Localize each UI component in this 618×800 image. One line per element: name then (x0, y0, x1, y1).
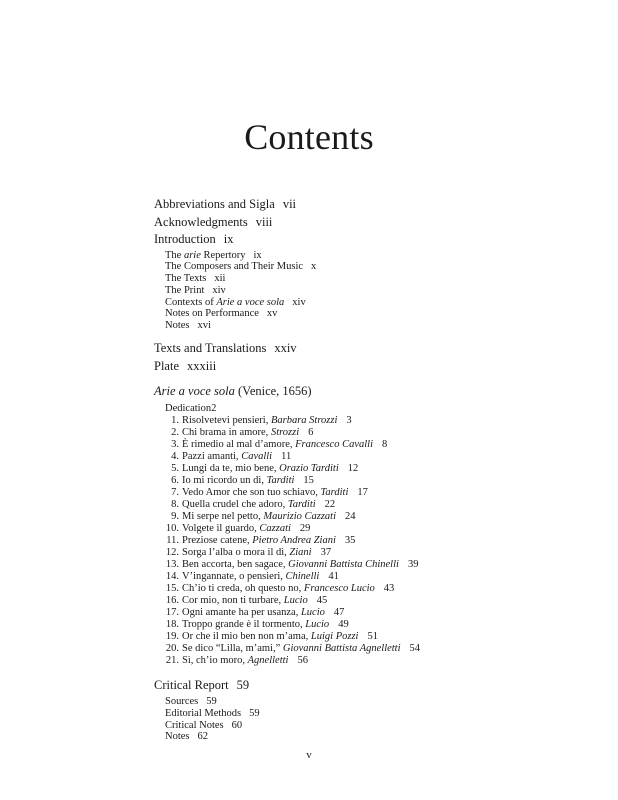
aria-entry (165, 427, 594, 439)
page-number: v (306, 749, 312, 761)
toc-entry-label: Introduction (154, 232, 216, 246)
aria-page: 6 (308, 426, 314, 438)
aria-entry (165, 463, 594, 475)
critical-report-subentries (165, 696, 594, 743)
toc-entry (154, 214, 594, 232)
aria-title: Se dico “Lilla, m’ami,” (182, 642, 283, 654)
aria-title: Or che il mio ben non m’ama, (182, 630, 311, 642)
aria-composer: Francesco Cavalli (295, 438, 373, 450)
aria-number: 14. (165, 570, 179, 582)
aria-title: Ogni amante ha per usanza, (182, 606, 301, 618)
toc-entry-page: xxiv (274, 341, 297, 356)
aria-entry (165, 607, 594, 619)
aria-entry (165, 475, 594, 487)
aria-title: Preziose catene, (182, 534, 253, 546)
toc-subentry (165, 297, 594, 309)
aria-number: 16. (165, 594, 179, 606)
aria-entry (165, 559, 594, 571)
aria-composer: Cavalli (241, 450, 273, 462)
critical-subentry-label: Critical Notes (165, 719, 224, 731)
aria-list (165, 415, 594, 667)
toc-entry-page: viii (255, 214, 273, 229)
aria-entry (165, 547, 594, 559)
aria-page: 22 (324, 498, 336, 510)
aria-composer: Lucio (283, 594, 308, 606)
aria-number: 8. (171, 498, 179, 510)
aria-number: 11. (166, 534, 179, 546)
aria-number: 18. (165, 618, 179, 630)
critical-report-label: Critical Report (154, 677, 229, 692)
toc-subentry-label-pre: Notes on Performance (165, 308, 259, 320)
page-title: Contents (244, 117, 374, 157)
aria-entry (165, 583, 594, 595)
aria-title: Lungi da te, mio bene, (182, 462, 280, 474)
aria-page: 41 (328, 570, 339, 582)
aria-title: Risolvetevi pensieri, (182, 414, 271, 426)
aria-number: 17. (165, 606, 179, 618)
aria-number: 15. (165, 582, 179, 594)
toc-subentry-label-pre: The Texts (165, 273, 207, 285)
toc-subentry (165, 273, 594, 285)
aria-composer: Tarditi (287, 498, 316, 510)
critical-subentry-page: 59 (206, 696, 217, 708)
aria-entry (165, 535, 594, 547)
critical-subentry-label: Editorial Methods (165, 707, 242, 719)
main-entries-top (154, 196, 594, 249)
aria-entry (165, 595, 594, 607)
aria-page: 3 (346, 414, 352, 426)
aria-entry (165, 439, 594, 451)
aria-page: 39 (407, 558, 419, 570)
critical-subentry-label: Sources (165, 696, 199, 708)
aria-number: 13. (165, 558, 179, 570)
critical-report-subentry (165, 696, 594, 708)
introduction-subentries (165, 250, 594, 333)
aria-composer: Lucio (300, 606, 325, 618)
aria-composer: Tarditi (266, 474, 295, 486)
toc-subentry-label-italic: Arie a voce sola (216, 296, 285, 308)
aria-entry (165, 511, 594, 523)
arie-section-heading (154, 383, 594, 401)
aria-number: 7. (171, 486, 179, 498)
toc-subentry (165, 285, 594, 297)
aria-page: 49 (338, 618, 349, 630)
critical-report-page: 59 (236, 677, 250, 692)
aria-page: 56 (297, 654, 308, 666)
aria-page: 29 (299, 522, 311, 534)
aria-page: 17 (357, 486, 368, 498)
toc-subentry-page: x (311, 261, 317, 273)
toc-subentry-label-pre: Contexts of (165, 296, 217, 308)
aria-page: 12 (347, 462, 359, 474)
toc-subentry-page: xii (214, 273, 226, 285)
aria-title: Ben accorta, ben sagace, (182, 558, 289, 570)
toc-entry-page: ix (223, 232, 234, 246)
aria-page: 8 (382, 438, 388, 450)
toc-entry (154, 358, 594, 376)
toc-subentry-page: xv (266, 308, 278, 320)
aria-page: 24 (345, 510, 356, 522)
aria-title: Pazzi amanti, (182, 450, 242, 462)
critical-report-subentry (165, 720, 594, 732)
critical-subentry-label: Notes (165, 731, 190, 743)
toc-subentry-label-pre: The (165, 249, 184, 261)
aria-composer: Luigi Pozzi (310, 630, 359, 642)
aria-title: V’ingannate, o pensieri, (182, 570, 286, 582)
aria-title: Vedo Amor che son tuo schiavo, (182, 486, 321, 498)
aria-title: Sorga l’alba o mora il dì, (182, 546, 290, 558)
toc-subentry (165, 320, 594, 332)
aria-number: 3. (171, 438, 179, 450)
aria-entry (165, 451, 594, 463)
aria-composer: Ziani (289, 546, 312, 558)
table-of-contents (154, 196, 594, 743)
aria-entry (165, 571, 594, 583)
critical-subentry-page: 59 (249, 707, 260, 719)
critical-report-entry (154, 677, 594, 695)
aria-page: 45 (316, 594, 328, 606)
aria-number: 9. (171, 510, 179, 522)
aria-composer: Francesco Lucio (303, 582, 375, 594)
aria-page: 43 (383, 582, 395, 594)
arie-section-title-italic: Arie a voce sola (154, 384, 235, 399)
dedication-page: 2 (211, 402, 217, 414)
aria-entry (165, 487, 594, 499)
aria-composer: Chinelli (285, 570, 320, 582)
toc-subentry-page: xvi (197, 320, 211, 332)
aria-title: Cor mio, non ti turbare, (182, 594, 284, 606)
toc-entry-label: Abbreviations and Sigla (154, 197, 275, 211)
aria-composer: Cazzati (259, 522, 291, 534)
toc-entry (154, 196, 594, 214)
toc-entry (154, 340, 594, 358)
toc-entry-page: xxxiii (187, 358, 217, 373)
toc-entry (154, 231, 594, 249)
aria-title: Sì, ch’io moro, (182, 654, 248, 666)
toc-subentry-label-italic: arie (183, 249, 201, 261)
aria-composer: Pietro Andrea Ziani (252, 534, 336, 546)
arie-section-title-rest: (Venice, 1656) (234, 384, 312, 399)
aria-title: È rimedio al mal d’amore, (182, 438, 296, 450)
aria-entry (165, 499, 594, 511)
aria-composer: Lucio (305, 618, 330, 630)
aria-entry (165, 415, 594, 427)
aria-entry (165, 631, 594, 643)
aria-entry (165, 523, 594, 535)
aria-composer: Agnelletti (247, 654, 289, 666)
aria-page: 37 (320, 546, 332, 558)
aria-composer: Tarditi (320, 486, 349, 498)
toc-subentry (165, 250, 594, 262)
aria-composer: Barbara Strozzi (270, 414, 338, 426)
critical-subentry-page: 62 (197, 731, 208, 743)
dedication-label: Dedication (165, 402, 212, 414)
aria-composer: Orazio Tarditi (279, 462, 339, 474)
aria-page: 35 (344, 534, 356, 546)
dedication-entry (165, 403, 594, 415)
aria-composer: Strozzi (270, 426, 300, 438)
toc-entry-page: vii (282, 197, 297, 211)
toc-subentry-label-pre: Notes (165, 320, 190, 332)
toc-subentry-page: xiv (292, 296, 306, 308)
critical-report-subentry (165, 731, 594, 743)
toc-subentry (165, 308, 594, 320)
aria-number: 1. (171, 414, 179, 426)
aria-title: Troppo grande è il tormento, (182, 618, 306, 630)
aria-number: 10. (165, 522, 179, 534)
aria-composer: Maurizio Cazzati (263, 510, 336, 522)
toc-subentry-label-pre: The Composers and Their Music (165, 261, 304, 273)
toc-subentry-page: xiv (212, 284, 226, 296)
aria-number: 19. (165, 630, 179, 642)
aria-page: 54 (409, 642, 421, 654)
aria-page: 11 (281, 450, 292, 462)
toc-entry-label: Acknowledgments (154, 214, 248, 229)
aria-number: 12. (165, 546, 179, 558)
aria-number: 6. (171, 474, 179, 486)
aria-title: Mi serpe nel petto, (182, 510, 264, 522)
aria-number: 20. (165, 642, 179, 654)
toc-entry-label: Plate (154, 358, 179, 373)
critical-subentry-page: 60 (231, 719, 243, 731)
aria-title: Chi brama in amore, (182, 426, 271, 438)
main-entries-mid (154, 340, 594, 375)
aria-entry (165, 643, 594, 655)
toc-subentry-page: ix (253, 249, 262, 261)
aria-title: Io mi ricordo un dì, (182, 474, 267, 486)
aria-number: 5. (171, 462, 179, 474)
aria-title: Quella crudel che adoro, (182, 498, 288, 510)
toc-subentry-label-pre: The Print (165, 284, 205, 296)
aria-composer: Giovanni Battista Chinelli (288, 558, 399, 570)
aria-page: 47 (333, 606, 345, 618)
aria-page: 51 (367, 630, 378, 642)
toc-subentry (165, 261, 594, 273)
critical-report-subentry (165, 708, 594, 720)
aria-number: 21. (165, 654, 179, 666)
toc-entry-label: Texts and Translations (154, 341, 267, 356)
aria-title: Ch’io ti creda, oh questo no, (182, 582, 304, 594)
aria-number: 4. (171, 450, 179, 462)
aria-page: 15 (303, 474, 314, 486)
aria-composer: Giovanni Battista Agnelletti (282, 642, 401, 654)
aria-entry (165, 619, 594, 631)
aria-number: 2. (171, 426, 179, 438)
aria-entry (165, 655, 594, 667)
toc-subentry-label-post: Repertory (200, 249, 246, 261)
aria-title: Volgete il guardo, (182, 522, 260, 534)
